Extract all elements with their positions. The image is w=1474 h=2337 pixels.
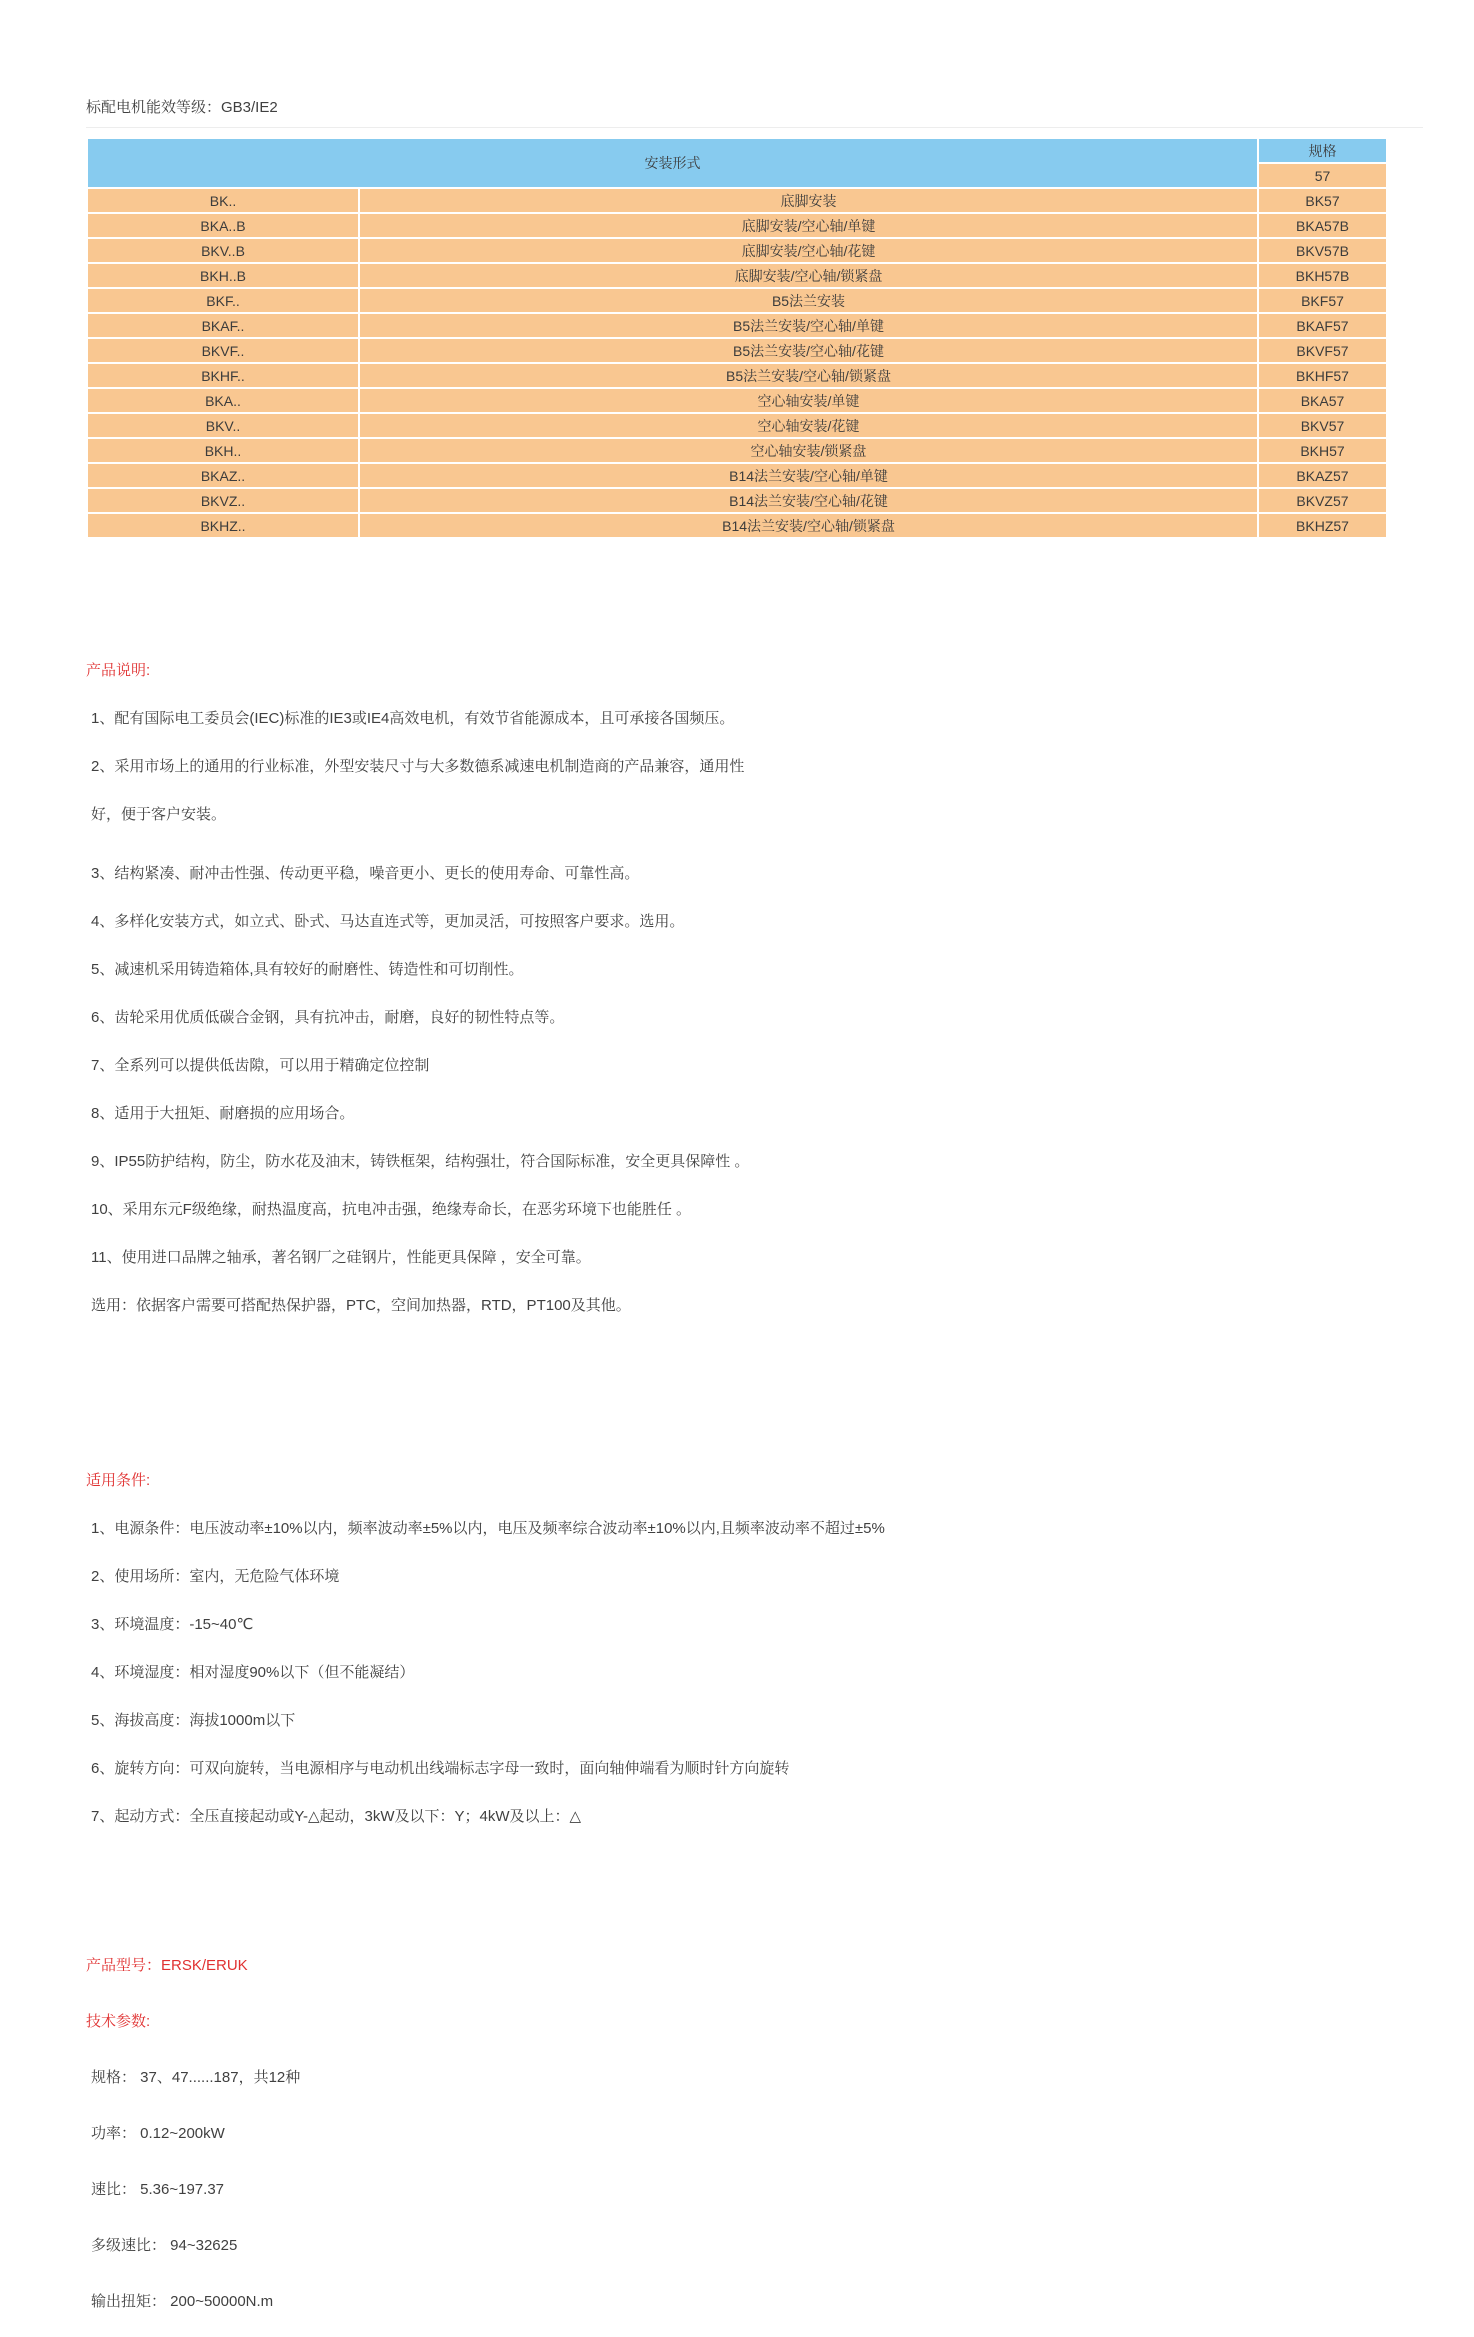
application-conditions-section <box>86 1473 885 1857</box>
install-form-cell: B5法兰安装/空心轴/单键 <box>359 313 1258 338</box>
table-row <box>87 413 1387 438</box>
install-form-cell: 底脚安装/空心轴/花键 <box>359 238 1258 263</box>
model-code-cell: BKH..B <box>87 263 359 288</box>
table-row <box>87 488 1387 513</box>
spec-code-cell: BKAF57 <box>1258 313 1387 338</box>
spec-code-cell: BKH57 <box>1258 438 1387 463</box>
product-description-heading: 产品说明: <box>86 662 151 679</box>
spec-code-cell: BKF57 <box>1258 288 1387 313</box>
model-code-cell: BKV..B <box>87 238 359 263</box>
text-line: 11、使用进口品牌之轴承，著名钢厂之硅钢片，性能更具保障 ，安全可靠。 <box>91 1249 591 1266</box>
text-line: 5、海拔高度：海拔1000m以下 <box>91 1712 296 1729</box>
spec-code-cell: BKVF57 <box>1258 338 1387 363</box>
spec-code-cell: BK57 <box>1258 188 1387 213</box>
table-row <box>87 213 1387 238</box>
install-form-cell: 空心轴安装/单键 <box>359 388 1258 413</box>
table-row <box>87 238 1387 263</box>
text-line: 7、起动方式：全压直接起动或Y-△起动，3kW及以下：Y；4kW及以上：△ <box>91 1808 582 1825</box>
tech-params-heading: 技术参数: <box>86 2013 151 2030</box>
text-line: 10、采用东元F级绝缘，耐热温度高，抗电冲击强，绝缘寿命长，在恶劣环境下也能胜任 。 <box>91 1201 692 1218</box>
spec-header-cell: 规格 <box>1258 138 1387 163</box>
text-line: 5、减速机采用铸造箱体,具有较好的耐磨性、铸造性和可切削性。 <box>91 961 524 978</box>
install-form-cell: 底脚安装/空心轴/单键 <box>359 213 1258 238</box>
text-line: 6、旋转方向：可双向旋转，当电源相序与电动机出线端标志字母一致时，面向轴伸端看为顺时针方向旋转 <box>91 1760 790 1777</box>
product-description-section <box>86 663 749 1346</box>
text-line: 9、IP55防护结构，防尘，防水花及油末，铸铁框架，结构强壮，符合国际标准，安全更具保障性 。 <box>91 1153 750 1170</box>
install-form-cell: 空心轴安装/花键 <box>359 413 1258 438</box>
install-form-cell: B5法兰安装 <box>359 288 1258 313</box>
text-line: 3、环境温度：-15~40℃ <box>91 1616 254 1633</box>
table-row <box>87 263 1387 288</box>
install-form-cell: 底脚安装/空心轴/锁紧盘 <box>359 263 1258 288</box>
install-form-cell: B14法兰安装/空心轴/花键 <box>359 488 1258 513</box>
text-line: 好，便于客户安装。 <box>91 806 227 823</box>
text-line: 4、多样化安装方式，如立式、卧式、马达直连式等，更加灵活，可按照客户要求。选用。 <box>91 913 685 930</box>
motor-efficiency-label: 标配电机能效等级：GB3/IE2 <box>86 99 278 116</box>
install-form-header-cell: 安装形式 <box>87 138 1258 188</box>
table-row <box>87 463 1387 488</box>
model-code-cell: BKA.. <box>87 388 359 413</box>
spec-code-cell: BKV57B <box>1258 238 1387 263</box>
text-line: 2、采用市场上的通用的行业标准，外型安装尺寸与大多数德系减速电机制造商的产品兼容，通用性 <box>91 758 745 775</box>
table-row <box>87 313 1387 338</box>
spec-table-body <box>87 188 1387 538</box>
model-code-cell: BKHZ.. <box>87 513 359 538</box>
model-code-cell: BKA..B <box>87 213 359 238</box>
install-form-cell: B5法兰安装/空心轴/锁紧盘 <box>359 363 1258 388</box>
product-model-heading: 产品型号：ERSK/ERUK <box>86 1957 248 1974</box>
spec-code-cell: BKHF57 <box>1258 363 1387 388</box>
spec-code-cell: BKA57B <box>1258 213 1387 238</box>
model-code-cell: BKV.. <box>87 413 359 438</box>
table-header-row <box>87 138 1387 163</box>
install-form-cell: B5法兰安装/空心轴/花键 <box>359 338 1258 363</box>
product-model-section <box>86 1958 300 2337</box>
text-line: 7、全系列可以提供低齿隙，可以用于精确定位控制 <box>91 1057 430 1074</box>
table-row <box>87 288 1387 313</box>
table-row <box>87 438 1387 463</box>
table-row <box>87 188 1387 213</box>
model-code-cell: BK.. <box>87 188 359 213</box>
model-code-cell: BKVZ.. <box>87 488 359 513</box>
text-line: 8、适用于大扭矩、耐磨损的应用场合。 <box>91 1105 355 1122</box>
install-form-cell: B14法兰安装/空心轴/锁紧盘 <box>359 513 1258 538</box>
spec-code-cell: BKA57 <box>1258 388 1387 413</box>
divider-line <box>86 127 1423 128</box>
spec-code-cell: BKAZ57 <box>1258 463 1387 488</box>
text-line: 3、结构紧凑、耐冲击性强、传动更平稳，噪音更小、更长的使用寿命、可靠性高。 <box>91 865 640 882</box>
model-code-cell: BKF.. <box>87 288 359 313</box>
spec-size-cell: 57 <box>1258 163 1387 188</box>
model-code-cell: BKVF.. <box>87 338 359 363</box>
spec-table-head <box>87 138 1387 188</box>
text-line: 1、电源条件：电压波动率±10%以内，频率波动率±5%以内，电压及频率综合波动率±10%以内,且频率波动率不超过±5% <box>91 1520 885 1537</box>
application-conditions-heading: 适用条件: <box>86 1472 151 1489</box>
text-line: 4、环境湿度：相对湿度90%以下（但不能凝结） <box>91 1664 415 1681</box>
text-line: 输出扭矩： 200~50000N.m <box>91 2293 274 2310</box>
table-row <box>87 513 1387 538</box>
spec-code-cell: BKV57 <box>1258 413 1387 438</box>
text-line: 1、配有国际电工委员会(IEC)标准的IE3或IE4高效电机，有效节省能源成本，且可承接各国频压。 <box>91 710 735 727</box>
text-line: 2、使用场所：室内，无危险气体环境 <box>91 1568 340 1585</box>
table-row <box>87 338 1387 363</box>
spec-code-cell: BKVZ57 <box>1258 488 1387 513</box>
spec-code-cell: BKHZ57 <box>1258 513 1387 538</box>
text-line: 规格： 37、47......187，共12种 <box>91 2069 301 2086</box>
installation-spec-table <box>86 137 1388 539</box>
install-form-cell: B14法兰安装/空心轴/单键 <box>359 463 1258 488</box>
text-line: 选用：依据客户需要可搭配热保护器，PTC，空间加热器，RTD，PT100及其他。 <box>91 1297 631 1314</box>
table-row <box>87 363 1387 388</box>
text-line: 6、齿轮采用优质低碳合金钢，具有抗冲击，耐磨，良好的韧性特点等。 <box>91 1009 565 1026</box>
spec-code-cell: BKH57B <box>1258 263 1387 288</box>
install-form-cell: 底脚安装 <box>359 188 1258 213</box>
install-form-cell: 空心轴安装/锁紧盘 <box>359 438 1258 463</box>
model-code-cell: BKAZ.. <box>87 463 359 488</box>
model-code-cell: BKAF.. <box>87 313 359 338</box>
model-code-cell: BKHF.. <box>87 363 359 388</box>
text-line: 多级速比： 94~32625 <box>91 2237 238 2254</box>
table-row <box>87 388 1387 413</box>
text-line: 功率： 0.12~200kW <box>91 2125 225 2142</box>
text-line: 速比： 5.36~197.37 <box>91 2181 225 2198</box>
model-code-cell: BKH.. <box>87 438 359 463</box>
